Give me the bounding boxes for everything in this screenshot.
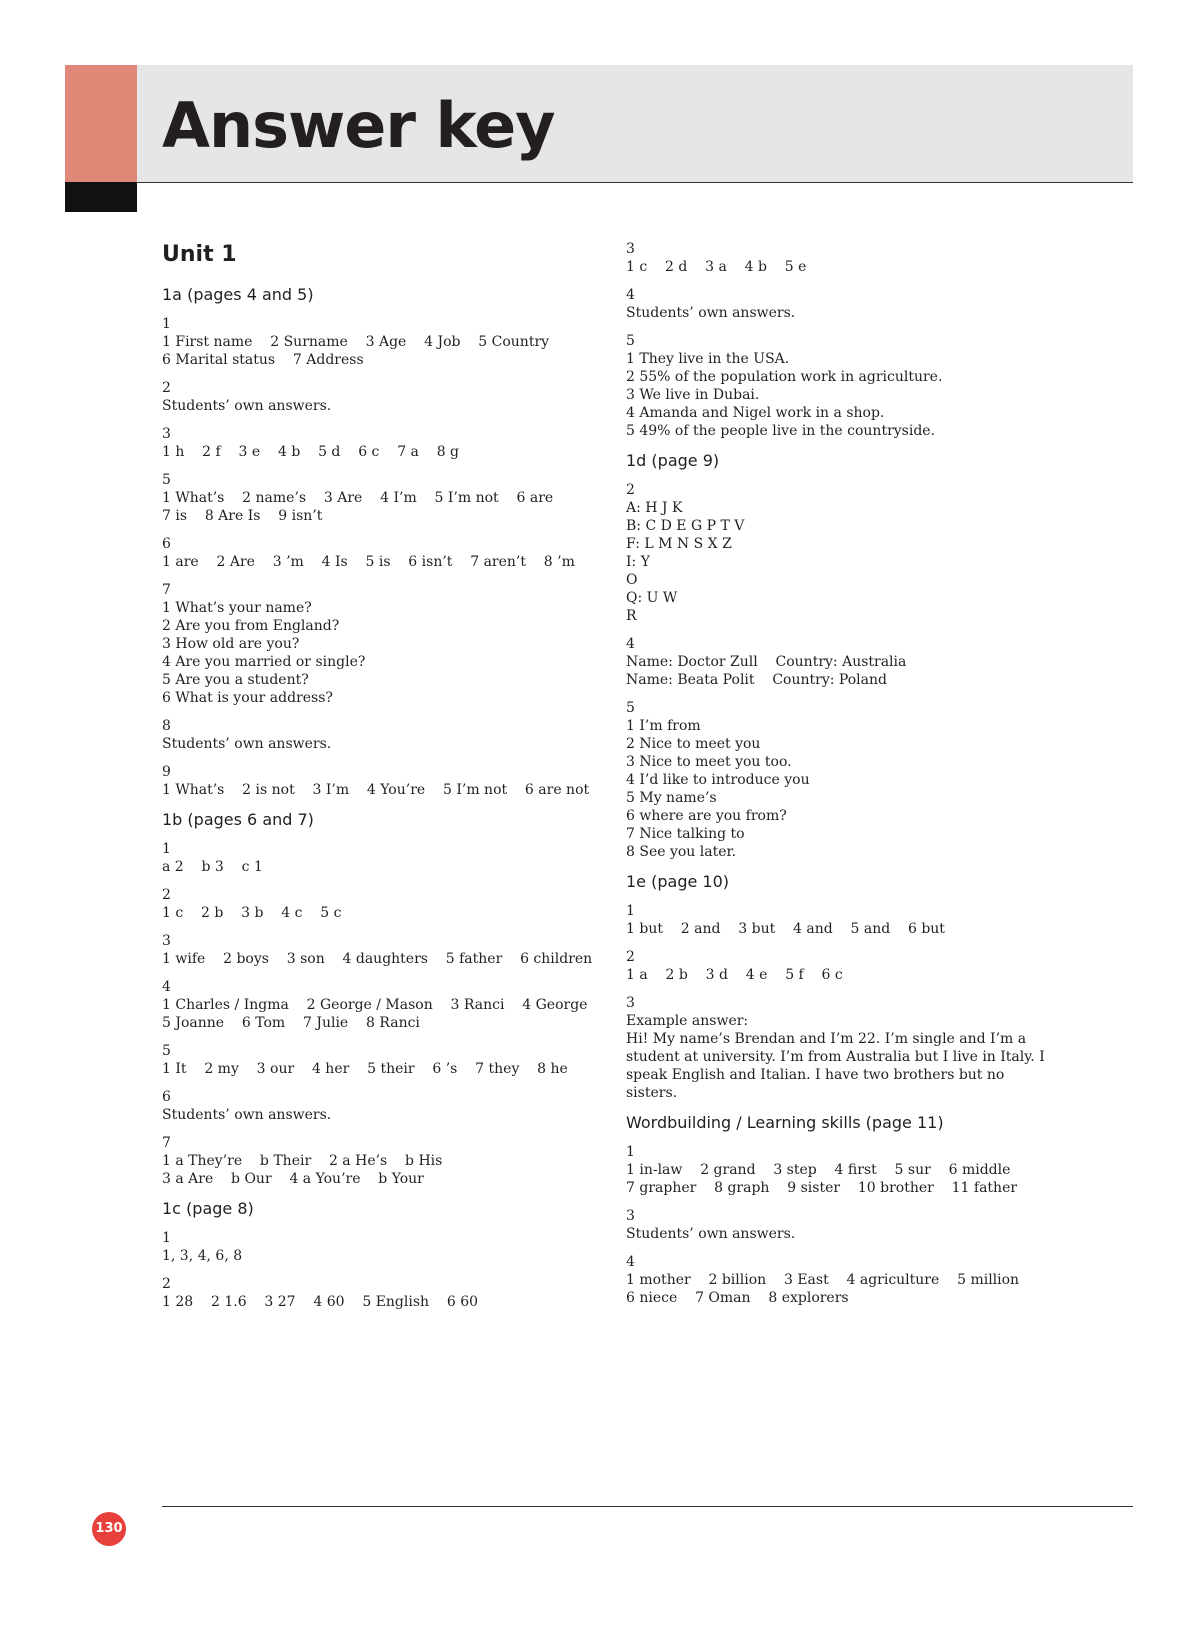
exercise: [162, 425, 602, 461]
exercise: [162, 1042, 602, 1078]
exercise: [162, 932, 602, 968]
exercise-number: 2: [626, 482, 635, 498]
exercise: [626, 994, 1056, 1102]
answer-line: Name: Doctor Zull Country: Australia: [626, 654, 907, 670]
answer-line: Example answer:: [626, 1013, 749, 1029]
answer-line: 1 a 2 b 3 d 4 e 5 f 6 c: [626, 967, 843, 983]
exercise: [626, 635, 1056, 689]
unit-title: Unit 1: [162, 242, 237, 267]
section-heading: 1a (pages 4 and 5): [162, 285, 314, 304]
answer-line: 1 What’s 2 is not 3 I’m 4 You’re 5 I’m not 6 are not: [162, 782, 590, 798]
answer-line: 7 is 8 Are Is 9 isn’t: [162, 508, 323, 524]
exercise: [626, 240, 1056, 276]
answer-line: Name: Beata Polit Country: Poland: [626, 672, 887, 688]
exercise-number: 1: [162, 1230, 171, 1246]
exercise-number: 3: [626, 241, 635, 257]
exercise-number: 2: [626, 949, 635, 965]
example-answer-paragraph: Hi! My name’s Brendan and I’m 22. I’m single and I’m a student at university. I’m from Australia but I live in Italy. I speak English and Italian. I have two brothers but no sisters.: [626, 1031, 1045, 1101]
section-heading: 1e (page 10): [626, 872, 729, 891]
exercise: [162, 1275, 602, 1311]
exercise-number: 1: [162, 841, 171, 857]
exercise: [626, 699, 1056, 861]
answer-line: Students’ own answers.: [162, 1107, 332, 1123]
answer-line: A: H J K: [626, 500, 683, 516]
answer-line: 6 where are you from?: [626, 808, 787, 824]
exercise: [162, 535, 602, 571]
answer-line: Q: U W: [626, 590, 678, 606]
exercise-number: 7: [162, 1135, 171, 1151]
section-heading: 1b (pages 6 and 7): [162, 810, 314, 829]
answer-line: 5 Are you a student?: [162, 672, 309, 688]
exercise-number: 3: [162, 426, 171, 442]
answer-line: a 2 b 3 c 1: [162, 859, 263, 875]
answer-line: 4 Are you married or single?: [162, 654, 366, 670]
answer-line: 1 c 2 d 3 a 4 b 5 e: [626, 259, 807, 275]
answer-line: 3 a Are b Our 4 a You’re b Your: [162, 1171, 424, 1187]
answer-line: 1 28 2 1.6 3 27 4 60 5 English 6 60: [162, 1294, 479, 1310]
answer-section: [626, 1112, 1056, 1307]
answer-line: 1, 3, 4, 6, 8: [162, 1248, 243, 1264]
section-heading: 1c (page 8): [162, 1199, 254, 1218]
answer-line: 1 but 2 and 3 but 4 and 5 and 6 but: [626, 921, 945, 937]
exercise: [162, 717, 602, 753]
answer-line: O: [626, 572, 638, 588]
answer-line: 3 Nice to meet you too.: [626, 754, 792, 770]
exercise: [162, 379, 602, 415]
page-number-badge: 130: [92, 1512, 126, 1546]
answer-line: 6 niece 7 Oman 8 explorers: [626, 1290, 849, 1306]
answer-line: I: Y: [626, 554, 650, 570]
left-column: [162, 240, 602, 1321]
exercise-number: 2: [162, 1276, 171, 1292]
exercise: [626, 1253, 1056, 1307]
answer-section: [626, 240, 1056, 440]
exercise: [162, 581, 602, 707]
exercise-number: 1: [626, 903, 635, 919]
page-title: Answer key: [162, 89, 555, 162]
exercise-number: 5: [626, 700, 635, 716]
answer-line: 1 a They’re b Their 2 a He’s b His: [162, 1153, 443, 1169]
answer-line: 1 are 2 Are 3 ’m 4 Is 5 is 6 isn’t 7 aren’t 8 ’m: [162, 554, 575, 570]
exercise-number: 4: [626, 1254, 635, 1270]
exercise: [162, 978, 602, 1032]
exercise-number: 6: [162, 1089, 171, 1105]
exercise-number: 7: [162, 582, 171, 598]
answer-section: [162, 809, 602, 1188]
exercise: [626, 1143, 1056, 1197]
exercise-number: 8: [162, 718, 171, 734]
exercise-number: 4: [626, 636, 635, 652]
answer-line: 5 49% of the people live in the countryside.: [626, 423, 936, 439]
exercise: [626, 481, 1056, 625]
answer-line: Students’ own answers.: [162, 736, 332, 752]
exercise: [162, 840, 602, 876]
exercise: [162, 1088, 602, 1124]
answer-line: 2 55% of the population work in agriculture.: [626, 369, 943, 385]
header-accent-block: [65, 65, 137, 182]
exercise-number: 3: [162, 933, 171, 949]
answer-line: Students’ own answers.: [162, 398, 332, 414]
answer-section: [162, 1198, 602, 1311]
exercise-number: 2: [162, 380, 171, 396]
exercise-number: 4: [162, 979, 171, 995]
answer-line: 1 c 2 b 3 b 4 c 5 c: [162, 905, 342, 921]
answer-line: 5 My name’s: [626, 790, 717, 806]
exercise: [162, 1134, 602, 1188]
exercise-number: 6: [162, 536, 171, 552]
exercise: [626, 948, 1056, 984]
answer-line: 1 I’m from: [626, 718, 701, 734]
answer-line: 1 What’s 2 name’s 3 Are 4 I’m 5 I’m not 6 are: [162, 490, 554, 506]
header-black-block: [65, 182, 137, 212]
section-heading: Wordbuilding / Learning skills (page 11): [626, 1113, 944, 1132]
exercise: [162, 886, 602, 922]
answer-line: 6 What is your address?: [162, 690, 333, 706]
answer-line: Students’ own answers.: [626, 1226, 796, 1242]
exercise: [162, 763, 602, 799]
exercise: [626, 286, 1056, 322]
answer-line: B: C D E G P T V: [626, 518, 745, 534]
answer-line: 8 See you later.: [626, 844, 737, 860]
answer-line: 7 grapher 8 graph 9 sister 10 brother 11 father: [626, 1180, 1018, 1196]
footer-rule: [162, 1506, 1133, 1507]
answer-line: 5 Joanne 6 Tom 7 Julie 8 Ranci: [162, 1015, 420, 1031]
answer-line: 1 h 2 f 3 e 4 b 5 d 6 c 7 a 8 g: [162, 444, 460, 460]
exercise-number: 5: [162, 1043, 171, 1059]
exercise: [162, 315, 602, 369]
exercise-number: 5: [626, 333, 635, 349]
answer-line: F: L M N S X Z: [626, 536, 732, 552]
exercise: [626, 1207, 1056, 1243]
exercise-number: 3: [626, 995, 635, 1011]
answer-section: [162, 284, 602, 799]
answer-section: [626, 871, 1056, 1102]
answer-line: 1 Charles / Ingma 2 George / Mason 3 Ranci 4 George: [162, 997, 588, 1013]
answer-line: 3 We live in Dubai.: [626, 387, 760, 403]
answer-line: 1 mother 2 billion 3 East 4 agriculture 5 million: [626, 1272, 1020, 1288]
answer-line: 2 Nice to meet you: [626, 736, 761, 752]
section-heading: 1d (page 9): [626, 451, 720, 470]
answer-line: Students’ own answers.: [626, 305, 796, 321]
answer-section: [626, 450, 1056, 861]
answer-line: 4 Amanda and Nigel work in a shop.: [626, 405, 885, 421]
answer-line: 1 wife 2 boys 3 son 4 daughters 5 father 6 children: [162, 951, 593, 967]
answer-line: 1 It 2 my 3 our 4 her 5 their 6 ’s 7 they 8 he: [162, 1061, 568, 1077]
answer-line: 1 They live in the USA.: [626, 351, 790, 367]
exercise-number: 2: [162, 887, 171, 903]
answer-line: 1 in-law 2 grand 3 step 4 first 5 sur 6 middle: [626, 1162, 1011, 1178]
exercise-number: 4: [626, 287, 635, 303]
answer-line: 1 First name 2 Surname 3 Age 4 Job 5 Country: [162, 334, 550, 350]
answer-line: 7 Nice talking to: [626, 826, 745, 842]
exercise: [626, 902, 1056, 938]
exercise-number: 1: [626, 1144, 635, 1160]
exercise: [626, 332, 1056, 440]
answer-line: 1 What’s your name?: [162, 600, 312, 616]
exercise: [162, 471, 602, 525]
answer-line: R: [626, 608, 637, 624]
exercise: [162, 1229, 602, 1265]
exercise-number: 9: [162, 764, 171, 780]
answer-line: 3 How old are you?: [162, 636, 300, 652]
right-column: [626, 240, 1056, 1317]
exercise-number: 1: [162, 316, 171, 332]
answer-line: 2 Are you from England?: [162, 618, 340, 634]
exercise-number: 5: [162, 472, 171, 488]
exercise-number: 3: [626, 1208, 635, 1224]
answer-line: 4 I’d like to introduce you: [626, 772, 810, 788]
answer-line: 6 Marital status 7 Address: [162, 352, 364, 368]
